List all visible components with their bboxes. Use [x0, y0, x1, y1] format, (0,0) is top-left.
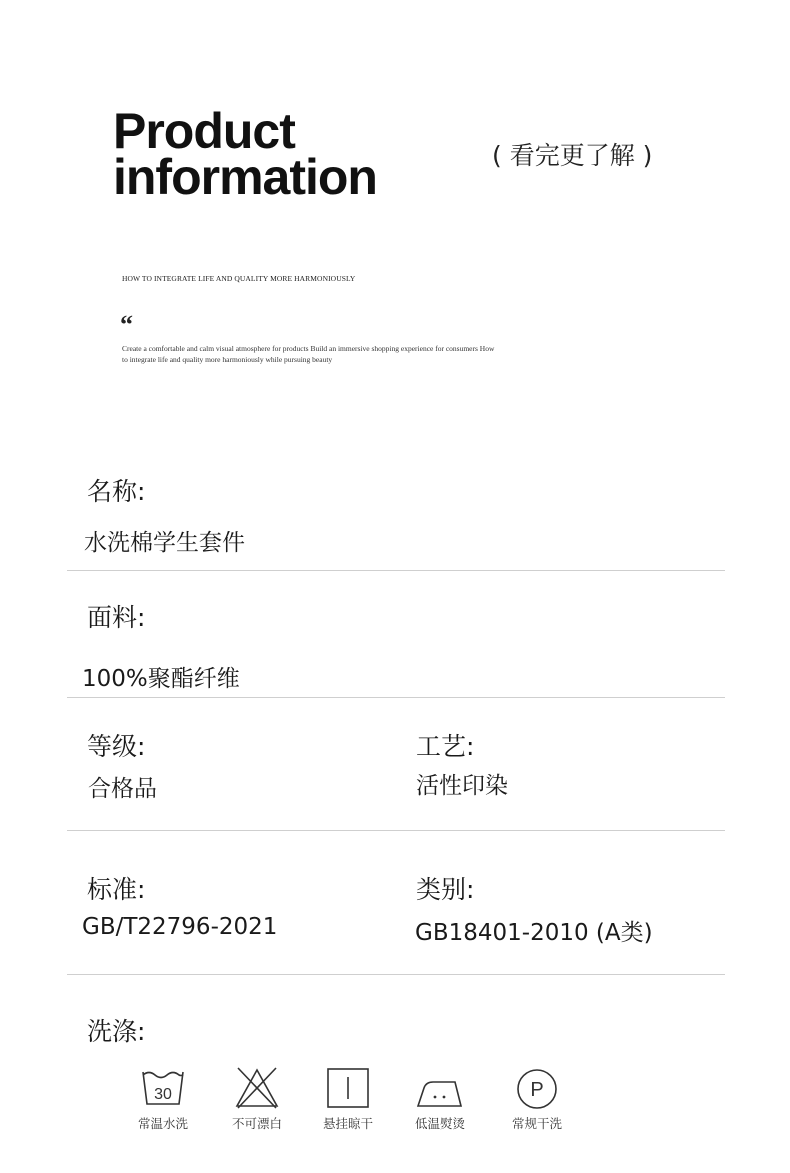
care-item — [405, 1066, 475, 1132]
hang-dry-icon — [325, 1066, 371, 1110]
craft-label: 工艺: — [416, 732, 475, 761]
fabric-value: 100%聚酯纤维 — [82, 666, 240, 692]
grade-label: 等级: — [87, 732, 146, 761]
care-label: 悬挂晾干 — [322, 1116, 373, 1131]
subtitle-cn: ( 看完更了解 ) — [492, 141, 653, 170]
name-label: 名称: — [87, 477, 146, 506]
wash-30-icon — [140, 1066, 186, 1110]
craft-value: 活性印染 — [416, 773, 508, 799]
dry-clean-p-icon — [514, 1066, 560, 1110]
fabric-label: 面料: — [87, 603, 146, 632]
care-item — [128, 1066, 198, 1132]
wash-temp-text: 30 — [154, 1086, 172, 1103]
grade-value: 合格品 — [88, 776, 157, 802]
care-label: 常温水洗 — [137, 1116, 188, 1131]
standard-value: GB/T22796-2021 — [82, 914, 278, 940]
care-item — [502, 1066, 572, 1132]
title-line-1: Product — [113, 103, 295, 159]
tagline: HOW TO INTEGRATE LIFE AND QUALITY MORE HARMONIOUSLY — [122, 274, 356, 283]
care-label: 低温熨烫 — [414, 1116, 465, 1131]
product-information-title — [113, 103, 377, 205]
quote-mark-icon: “ — [120, 310, 133, 339]
title-line-2: information — [113, 149, 377, 205]
intro-text: Create a comfortable and calm visual atmosphere for products Build an immersive shopping experience for consumers How to integrate life and quality more harmoniously while pursuing beauty — [122, 344, 495, 364]
category-label: 类别: — [416, 875, 475, 904]
no-bleach-icon — [234, 1066, 280, 1110]
care-item — [222, 1066, 292, 1132]
divider — [67, 974, 725, 975]
divider — [67, 697, 725, 698]
dry-clean-letter: P — [530, 1079, 544, 1101]
standard-label: 标准: — [87, 875, 146, 904]
care-label: 不可漂白 — [231, 1116, 282, 1131]
divider — [67, 570, 725, 571]
washing-label: 洗涤: — [87, 1017, 146, 1046]
care-label: 常规干洗 — [511, 1116, 562, 1131]
low-iron-icon — [415, 1066, 465, 1110]
category-value: GB18401-2010 (A类) — [415, 920, 653, 946]
divider — [67, 830, 725, 831]
name-value: 水洗棉学生套件 — [84, 530, 245, 556]
care-item — [313, 1066, 383, 1132]
